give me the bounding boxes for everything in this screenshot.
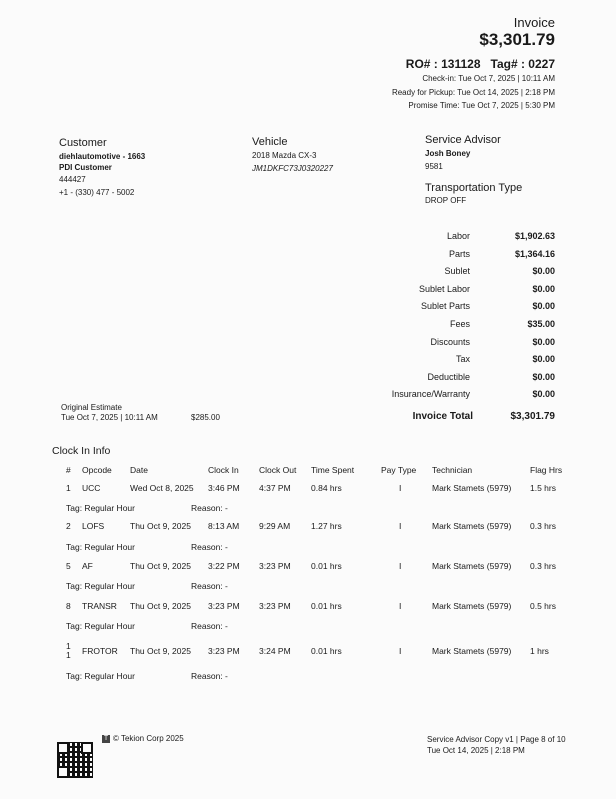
row-tag: Tag: Regular Hour	[66, 671, 135, 681]
col-clock-in: 8:13 AM	[208, 521, 240, 531]
col-clock-out: 4:37 PM	[259, 483, 291, 493]
col-date-header: Date	[130, 465, 148, 475]
invoice-total-header: $3,301.79	[479, 30, 555, 49]
col-clock-out: 3:24 PM	[259, 646, 291, 656]
col-pay-type: I	[399, 521, 402, 531]
col-technician: Mark Stamets (5979)	[432, 601, 512, 611]
col-date: Thu Oct 9, 2025	[130, 561, 191, 571]
col-technician: Mark Stamets (5979)	[432, 521, 512, 531]
summary-label: Sublet	[444, 266, 470, 276]
col-opcode: FROTOR	[82, 646, 118, 656]
advisor-id: 9581	[425, 162, 443, 171]
tekion-logo-icon: T	[103, 734, 109, 742]
advisor-name: Josh Boney	[425, 149, 471, 158]
col-num: 1	[66, 483, 71, 493]
summary-label: Sublet Labor	[418, 284, 470, 294]
clock-in-heading: Clock In Info	[52, 445, 111, 457]
col-flag-hrs: 0.5 hrs	[530, 601, 556, 611]
estimate-amount: $285.00	[191, 413, 220, 422]
col-pay-type: I	[399, 601, 402, 611]
invoice-title: Invoice	[513, 15, 555, 30]
col-flag-hrs: 0.3 hrs	[530, 561, 556, 571]
customer-phone: +1 - (330) 477 - 5002	[59, 188, 135, 197]
summary-value: $35.00	[527, 319, 555, 329]
original-estimate-heading: Original Estimate	[61, 403, 122, 412]
col-technician-header: Technician	[432, 465, 473, 475]
col-clock-out-header: Clock Out	[259, 465, 297, 475]
col-opcode: TRANSR	[82, 601, 117, 611]
summary-label: Insurance/Warranty	[391, 389, 470, 399]
row-reason: Reason: -	[191, 503, 228, 513]
col-clock-out: 9:29 AM	[259, 521, 291, 531]
col-clock-out: 3:23 PM	[259, 601, 291, 611]
col-num: 1 1	[66, 641, 71, 660]
row-tag: Tag: Regular Hour	[66, 581, 135, 591]
estimate-date: Tue Oct 7, 2025 | 10:11 AM	[61, 413, 158, 422]
promise-time: Promise Time: Tue Oct 7, 2025 | 5:30 PM	[408, 101, 555, 110]
row-reason: Reason: -	[191, 671, 228, 681]
col-flag-hrs: 1 hrs	[530, 646, 549, 656]
col-clock-in-header: Clock In	[208, 465, 239, 475]
transportation-heading: Transportation Type	[425, 182, 523, 194]
summary-value: $0.00	[532, 337, 555, 347]
row-reason: Reason: -	[191, 621, 228, 631]
summary-label: Deductible	[427, 372, 470, 382]
customer-number: 444427	[59, 175, 86, 184]
summary-label: Labor	[446, 231, 470, 241]
ro-tag-line: RO# : 131128 Tag# : 0227	[405, 57, 555, 71]
vehicle-vin: JM1DKFC73J0320227	[252, 164, 333, 173]
col-pay-type-header: Pay Type	[381, 465, 417, 475]
vehicle-heading: Vehicle	[252, 136, 288, 148]
col-date: Thu Oct 9, 2025	[130, 601, 191, 611]
col-opcode-header: Opcode	[82, 465, 112, 475]
col-time-spent: 1.27 hrs	[311, 521, 342, 531]
col-pay-type: I	[399, 646, 402, 656]
row-tag: Tag: Regular Hour	[66, 621, 135, 631]
row-reason: Reason: -	[191, 542, 228, 552]
copy-info: Service Advisor Copy v1 | Page 8 of 10	[427, 735, 566, 744]
summary-value: $0.00	[532, 266, 555, 276]
col-clock-in: 3:46 PM	[208, 483, 240, 493]
col-opcode: AF	[82, 561, 93, 571]
col-time-spent: 0.01 hrs	[311, 601, 342, 611]
service-advisor-heading: Service Advisor	[425, 134, 501, 146]
col-date: Thu Oct 9, 2025	[130, 646, 191, 656]
col-opcode: LOFS	[82, 521, 105, 531]
col-num: 8	[66, 601, 71, 611]
footer-date: Tue Oct 14, 2025 | 2:18 PM	[427, 746, 525, 755]
ready-for-pickup-time: Ready for Pickup: Tue Oct 14, 2025 | 2:18 PM	[391, 88, 555, 97]
summary-value: $0.00	[532, 354, 555, 364]
summary-label: Tax	[455, 354, 470, 364]
col-clock-in: 3:22 PM	[208, 561, 240, 571]
col-pay-type: I	[399, 561, 402, 571]
row-reason: Reason: -	[191, 581, 228, 591]
invoice-total-label: Invoice Total	[412, 411, 473, 422]
col-date: Thu Oct 9, 2025	[130, 521, 191, 531]
col-time-spent: 0.84 hrs	[311, 483, 342, 493]
summary-value: $0.00	[532, 389, 555, 399]
row-tag: Tag: Regular Hour	[66, 503, 135, 513]
summary-label: Discounts	[430, 337, 470, 347]
col-num: 5	[66, 561, 71, 571]
summary-label: Sublet Parts	[420, 301, 470, 311]
customer-name: diehlautomotive - 1663	[59, 152, 146, 161]
invoice-total-value: $3,301.79	[510, 411, 555, 422]
col-time-spent-header: Time Spent	[311, 465, 355, 475]
col-opcode: UCC	[82, 483, 101, 493]
col-pay-type: I	[399, 483, 402, 493]
col-time-spent: 0.01 hrs	[311, 561, 342, 571]
copyright: T © Tekion Corp 2025	[103, 734, 184, 743]
col-clock-out: 3:23 PM	[259, 561, 291, 571]
row-tag: Tag: Regular Hour	[66, 542, 135, 552]
col-num-header: #	[66, 465, 71, 475]
col-clock-in: 3:23 PM	[208, 601, 240, 611]
col-technician: Mark Stamets (5979)	[432, 646, 512, 656]
col-technician: Mark Stamets (5979)	[432, 561, 512, 571]
summary-value: $1,902.63	[514, 231, 555, 241]
checkin-time: Check-in: Tue Oct 7, 2025 | 10:11 AM	[422, 74, 555, 83]
col-flag-hrs: 1.5 hrs	[530, 483, 556, 493]
col-clock-in: 3:23 PM	[208, 646, 240, 656]
summary-value: $0.00	[532, 284, 555, 294]
col-num: 2	[66, 521, 71, 531]
col-time-spent: 0.01 hrs	[311, 646, 342, 656]
summary-label: Parts	[448, 249, 470, 259]
vehicle-model: 2018 Mazda CX-3	[252, 151, 317, 160]
col-flag-hrs-header: Flag Hrs	[530, 465, 563, 475]
customer-type: PDI Customer	[59, 163, 112, 172]
customer-heading: Customer	[59, 137, 107, 149]
summary-value: $0.00	[532, 372, 555, 382]
summary-value: $0.00	[532, 301, 555, 311]
summary-value: $1,364.16	[514, 249, 555, 259]
qr-code	[57, 742, 93, 778]
col-flag-hrs: 0.3 hrs	[530, 521, 556, 531]
summary-label: Fees	[449, 319, 470, 329]
col-technician: Mark Stamets (5979)	[432, 483, 512, 493]
transportation-value: DROP OFF	[425, 196, 467, 205]
col-date: Wed Oct 8, 2025	[130, 483, 194, 493]
